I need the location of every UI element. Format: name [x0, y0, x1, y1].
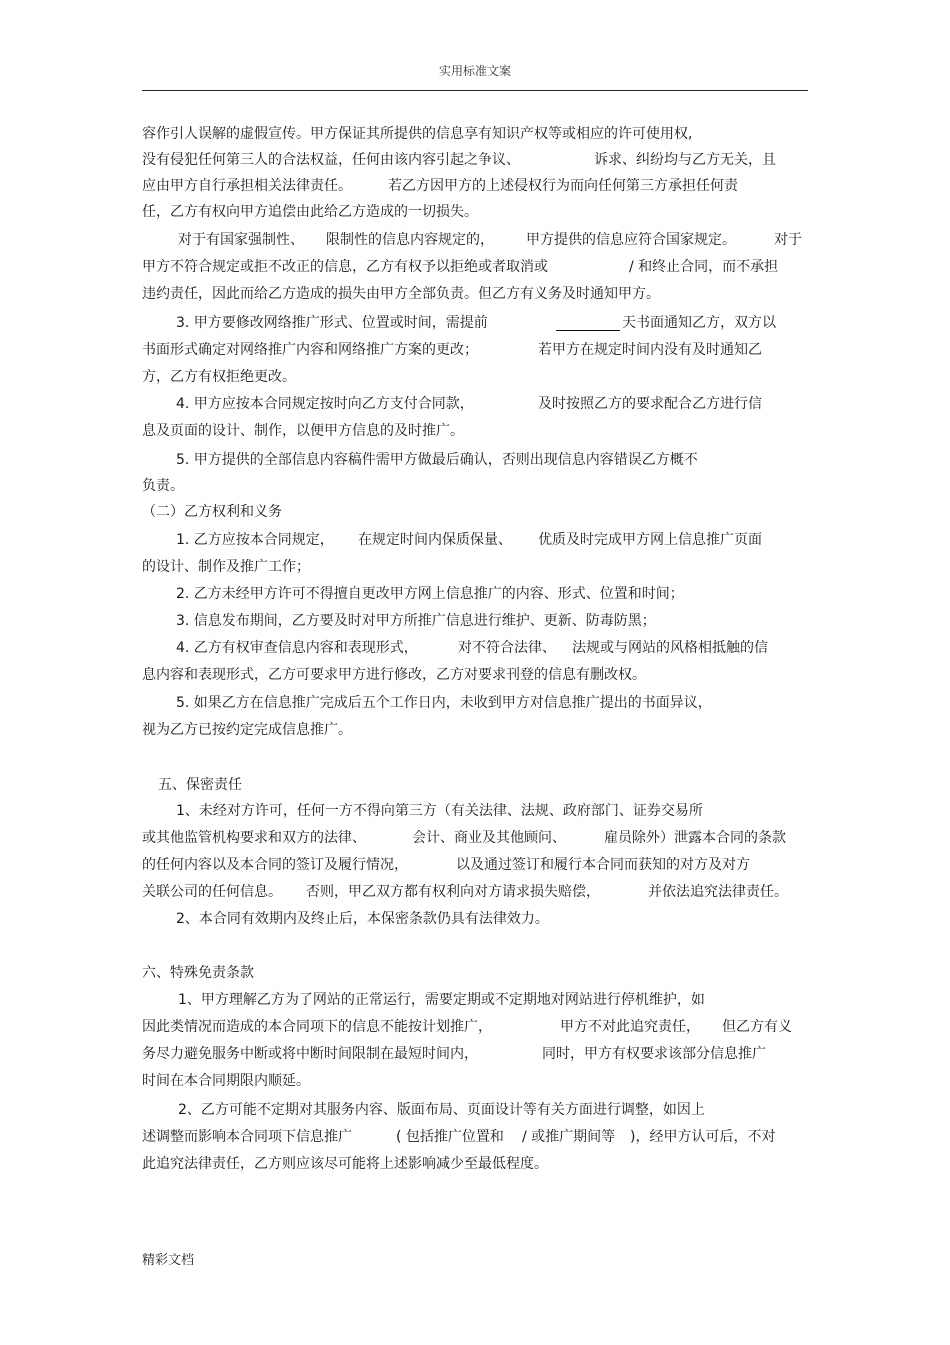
text-segment: 的任何内容以及本合同的签订及履行情况，: [142, 857, 408, 873]
text-line: [142, 284, 808, 304]
text-segment: 3. 甲方要修改网络推广形式、位置或时间，需提前: [176, 315, 488, 331]
text-segment: 同时，甲方有权要求该部分信息推广: [542, 1046, 766, 1062]
text-line: [142, 828, 808, 848]
text-segment: 5. 如果乙方在信息推广完成后五个工作日内，未收到甲方对信息推广提出的书面异议，: [176, 695, 712, 711]
text-segment: 任，乙方有权向甲方追偿由此给乙方造成的一切损失。: [142, 204, 478, 220]
text-segment: 4. 甲方应按本合同规定按时向乙方支付合同款，: [176, 396, 474, 412]
text-line: [142, 1154, 808, 1174]
text-line: [142, 502, 808, 522]
text-segment: 天书面通知乙方，双方以: [622, 315, 776, 331]
text-line: [142, 230, 808, 250]
text-line: [142, 1127, 808, 1147]
text-segment: 甲方不符合规定或拒不改正的信息，乙方有权予以拒绝或者取消或: [142, 259, 548, 275]
text-line: [142, 963, 808, 983]
text-segment: 五、保密责任: [158, 777, 242, 793]
text-line: [142, 1044, 808, 1064]
text-segment: 若乙方因甲方的上述侵权行为而向任何第三方承担任何责: [388, 178, 738, 194]
text-line: [142, 202, 808, 222]
text-line: [142, 367, 808, 387]
text-segment: 书面形式确定对网络推广内容和网络推广方案的更改；: [142, 342, 478, 358]
text-line: [142, 176, 808, 196]
text-segment: 3. 信息发布期间，乙方要及时对甲方所推广信息进行维护、更新、防毒防黑；: [176, 613, 656, 629]
text-segment: 若甲方在规定时间内没有及时通知乙: [538, 342, 762, 358]
text-segment: 述调整而影响本合同项下信息推广: [142, 1129, 352, 1145]
fill-in-blank: [556, 313, 620, 331]
text-segment: 负责。: [142, 478, 184, 494]
text-line: [142, 693, 808, 713]
text-segment: 1、甲方理解乙方为了网站的正常运行，需要定期或不定期地对网站进行停机维护，如: [178, 992, 705, 1008]
text-line: [142, 1071, 808, 1091]
text-segment: 因此类情况而造成的本合同项下的信息不能按计划推广，: [142, 1019, 492, 1035]
text-segment: 甲方不对此追究责任，: [560, 1019, 700, 1035]
text-line: [142, 584, 808, 604]
text-line: [142, 775, 808, 795]
text-segment: 以及通过签订和履行本合同而获知的对方及对方: [456, 857, 750, 873]
text-line: [142, 340, 808, 360]
text-segment: 法规或与网站的风格相抵触的信: [572, 640, 768, 656]
text-segment: 诉求、纠纷均与乙方无关，且: [594, 152, 776, 168]
text-segment: 限制性的信息内容规定的，: [326, 232, 494, 248]
text-line: [142, 855, 808, 875]
page-header-title: 实用标准文案: [438, 64, 511, 78]
page-footer-text: 精彩文档: [142, 1253, 195, 1268]
text-line: [142, 476, 808, 496]
text-segment: 否则，甲乙双方都有权利向对方请求损失赔偿，: [306, 884, 600, 900]
text-segment: 对于: [774, 232, 802, 248]
text-segment: 时间在本合同期限内顺延。: [142, 1073, 310, 1089]
text-segment: 并依法追究法律责任。: [648, 884, 788, 900]
text-segment: 优质及时完成甲方网上信息推广页面: [538, 532, 762, 548]
header-rule: [142, 90, 808, 91]
text-segment: 务尽力避免服务中断或将中断时间限制在最短时间内，: [142, 1046, 478, 1062]
text-line: [142, 720, 808, 740]
text-segment: 1、未经对方许可，任何一方不得向第三方（有关法律、法规、政府部门、证券交易所: [176, 803, 703, 819]
text-segment: 2、乙方可能不定期对其服务内容、版面布局、页面设计等有关方面进行调整，如因上: [178, 1102, 705, 1118]
text-line: [142, 665, 808, 685]
text-segment: 5. 甲方提供的全部信息内容稿件需甲方做最后确认，否则出现信息内容错误乙方概不: [176, 452, 698, 468]
text-line: [142, 909, 808, 929]
text-segment: （二）乙方权利和义务: [142, 504, 282, 520]
text-segment: 或其他监管机构要求和双方的法律、: [142, 830, 366, 846]
text-line: [142, 801, 808, 821]
text-segment: 及时按照乙方的要求配合乙方进行信: [538, 396, 762, 412]
text-line: [142, 394, 808, 414]
text-segment: 对于有国家强制性、: [178, 232, 304, 248]
text-line: [142, 882, 808, 902]
text-line: [142, 450, 808, 470]
text-line: [142, 421, 808, 441]
text-line: [142, 530, 808, 550]
text-segment: 对不符合法律、: [458, 640, 556, 656]
text-line: [142, 257, 808, 277]
text-line: [142, 611, 808, 631]
text-segment: 此追究法律责任，乙方则应该尽可能将上述影响减少至最低程度。: [142, 1156, 548, 1172]
text-segment: 方，乙方有权拒绝更改。: [142, 369, 296, 385]
text-line: [142, 990, 808, 1010]
text-segment: 2. 乙方未经甲方许可不得擅自更改甲方网上信息推广的内容、形式、位置和时间；: [176, 586, 684, 602]
text-segment: 息及页面的设计、制作，以便甲方信息的及时推广。: [142, 423, 464, 439]
text-line: [142, 638, 808, 658]
text-segment: 的设计、制作及推广工作；: [142, 559, 310, 575]
text-line: [142, 313, 808, 333]
text-line: [142, 1100, 808, 1120]
text-segment: 4. 乙方有权审查信息内容和表现形式，: [176, 640, 418, 656]
text-segment: 违约责任，因此而给乙方造成的损失由甲方全部负责。但乙方有义务及时通知甲方。: [142, 286, 660, 302]
text-segment: / 和终止合同，而不承担: [629, 259, 779, 275]
text-segment: ( 包括推广位置和: [396, 1129, 504, 1145]
text-line: [142, 557, 808, 577]
text-segment: 1. 乙方应按本合同规定，: [176, 532, 334, 548]
text-segment: 在规定时间内保质保量、: [358, 532, 512, 548]
text-segment: 六、特殊免责条款: [142, 965, 254, 981]
text-segment: 2、本合同有效期内及终止后，本保密条款仍具有法律效力。: [176, 911, 549, 927]
text-line: [142, 124, 808, 144]
text-segment: )，经甲方认可后，不对: [630, 1129, 776, 1145]
text-line: [142, 1017, 808, 1037]
text-segment: 雇员除外）泄露本合同的条款: [604, 830, 786, 846]
text-segment: 没有侵犯任何第三人的合法权益，任何由该内容引起之争议、: [142, 152, 520, 168]
text-segment: 会计、商业及其他顾问、: [412, 830, 566, 846]
text-segment: 视为乙方已按约定完成信息推广。: [142, 722, 352, 738]
text-segment: 息内容和表现形式，乙方可要求甲方进行修改，乙方对要求刊登的信息有删改权。: [142, 667, 646, 683]
text-line: [142, 150, 808, 170]
text-segment: 应由甲方自行承担相关法律责任。: [142, 178, 352, 194]
text-segment: 容作引人误解的虚假宣传。甲方保证其所提供的信息享有知识产权等或相应的许可使用权,: [142, 126, 693, 142]
text-segment: 但乙方有义: [722, 1019, 792, 1035]
text-segment: 甲方提供的信息应符合国家规定。: [526, 232, 736, 248]
text-segment: 关联公司的任何信息。: [142, 884, 282, 900]
text-segment: / 或推广期间等: [522, 1129, 616, 1145]
